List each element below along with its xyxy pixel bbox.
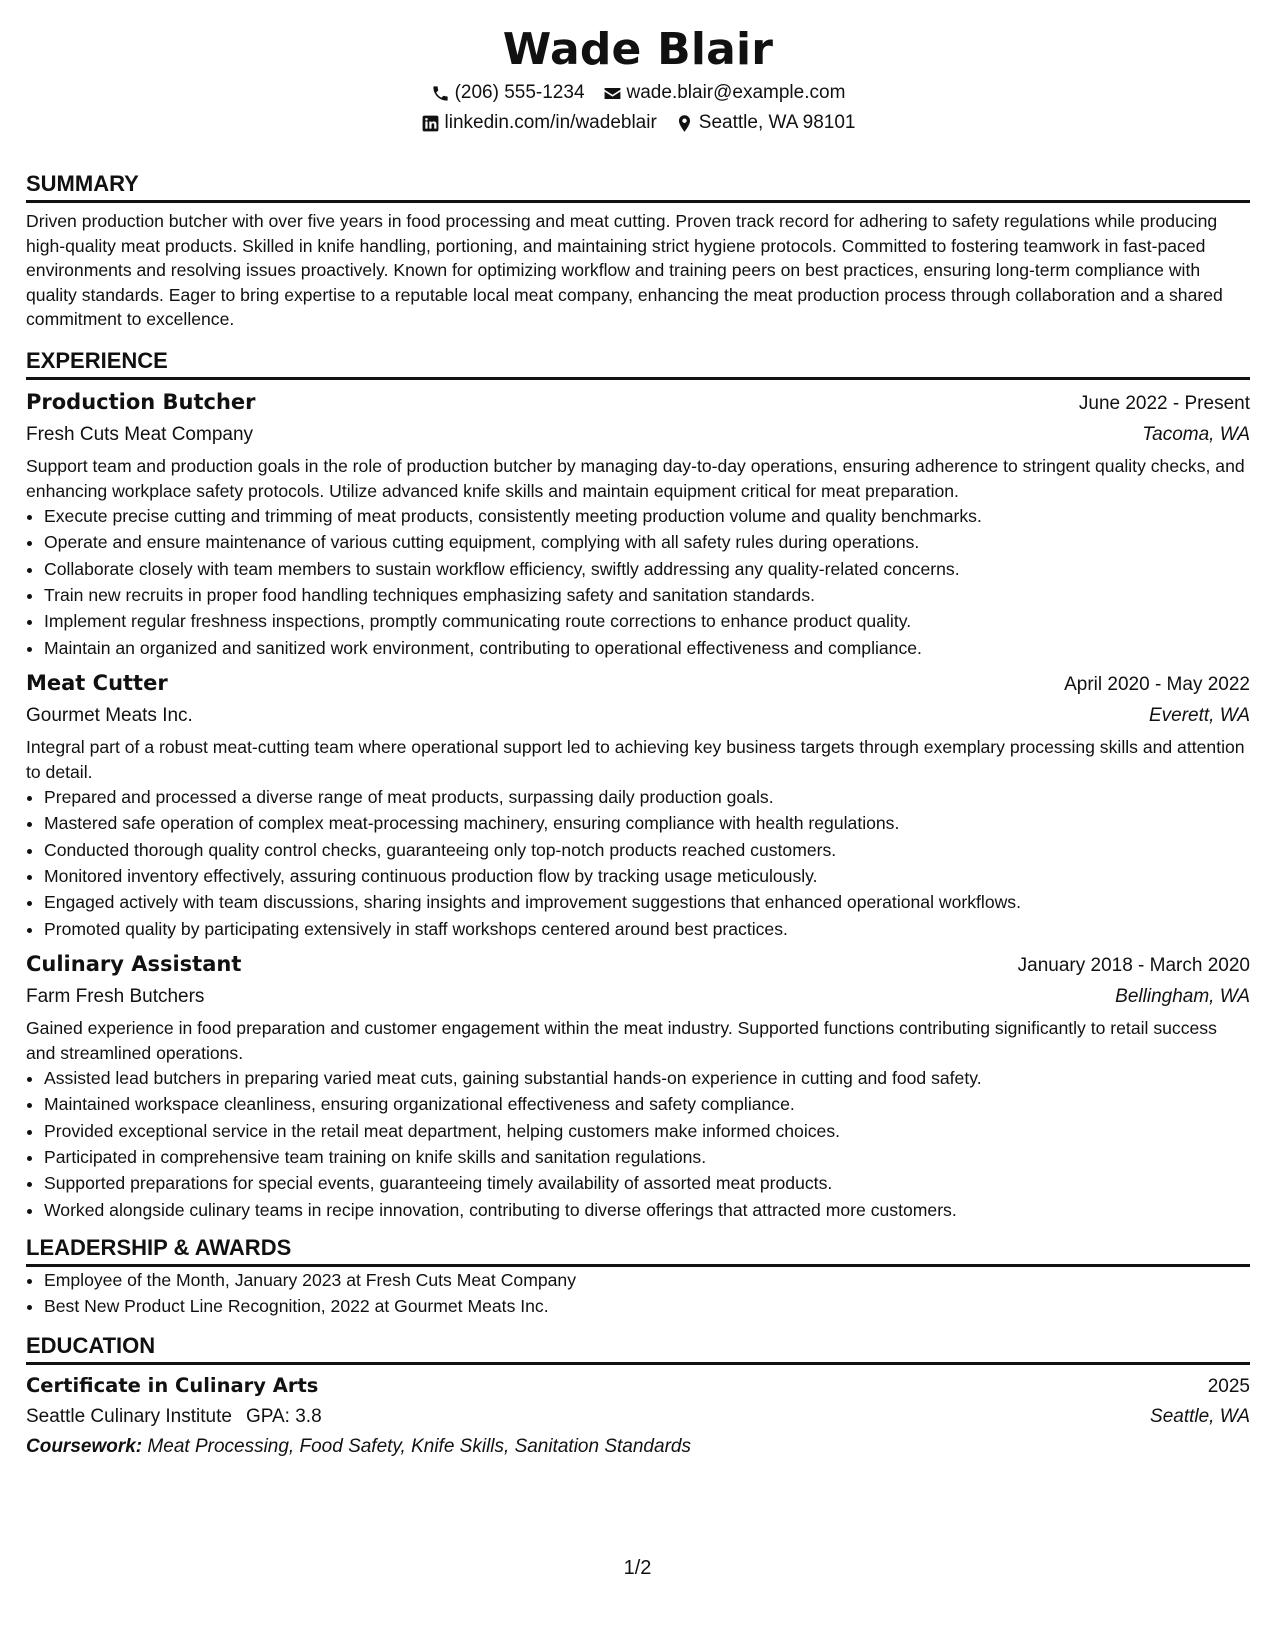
job-company: Fresh Cuts Meat Company bbox=[26, 423, 254, 445]
summary-text: Driven production butcher with over five years in food processing and meat cutting. Proven track record for adhering to safety regulations while producing high-quality meat products. Skilled in knife handling, portioning, and maintaining strict hygiene protocols. Committed to fostering teamwork in fast-paced environments and resolving issues proactively. Known for optimizing workflow and training peers on best practices, ensuring long-term compliance with quality standards. Eager to bring expertise to a reputable local meat company, enhancing the meat production process through collaboration and a shared commitment to excellence. bbox=[26, 211, 1223, 330]
resume-page bbox=[26, 0, 1250, 1462]
job-header bbox=[26, 948, 1250, 982]
email-text[interactable]: wade.blair@example.com bbox=[626, 82, 846, 103]
education-entry bbox=[26, 1371, 1250, 1462]
list-item: • Conducted thorough quality control checks, guaranteeing only top-notch products reached customers. bbox=[44, 837, 1250, 863]
job-dates: June 2022 - Present bbox=[1078, 392, 1250, 414]
job-subheader bbox=[26, 420, 1250, 450]
coursework-text: Meat Processing, Food Safety, Knife Skills, Sanitation Standards bbox=[147, 1436, 691, 1458]
job-company: Farm Fresh Butchers bbox=[26, 985, 205, 1007]
job-subheader bbox=[26, 701, 1250, 731]
list-item: • Employee of the Month, January 2023 at Fresh Cuts Meat Company bbox=[44, 1267, 1250, 1293]
experience-heading: EXPERIENCE bbox=[26, 346, 1250, 380]
job-location: Tacoma, WA bbox=[1142, 423, 1250, 445]
list-item: • Maintain an organized and sanitized work environment, contributing to operational effectiveness and compliance. bbox=[44, 635, 1250, 661]
education-gpa: GPA: 3.8 bbox=[245, 1406, 322, 1428]
job-title: Production Butcher bbox=[26, 389, 256, 414]
job-bullets bbox=[26, 784, 1250, 942]
list-item: • Best New Product Line Recognition, 2022 at Gourmet Meats Inc. bbox=[44, 1293, 1250, 1319]
job-entry bbox=[26, 948, 1250, 1223]
contact-row-primary bbox=[26, 78, 1250, 108]
page-number: 1/2 bbox=[623, 1557, 652, 1579]
job-title: Culinary Assistant bbox=[26, 951, 242, 976]
summary-heading: SUMMARY bbox=[26, 169, 1250, 203]
list-item: • Operate and ensure maintenance of various cutting equipment, complying with all safety rules during operations. bbox=[44, 529, 1250, 555]
list-item: • Implement regular freshness inspections, promptly communicating route corrections to enhance product quality. bbox=[44, 608, 1250, 634]
coursework-line bbox=[26, 1432, 1250, 1462]
list-item: • Execute precise cutting and trimming of meat products, consistently meeting production volume and quality benchmarks. bbox=[44, 503, 1250, 529]
education-header bbox=[26, 1371, 1250, 1402]
contact-location bbox=[675, 108, 856, 138]
job-bullets bbox=[26, 503, 1250, 661]
linkedin-text[interactable]: linkedin.com/in/wadeblair bbox=[444, 112, 657, 133]
job-entry bbox=[26, 667, 1250, 942]
job-location: Everett, WA bbox=[1148, 704, 1250, 726]
contact-phone bbox=[431, 78, 585, 108]
awards-heading: LEADERSHIP & AWARDS bbox=[26, 1233, 1250, 1267]
job-title: Meat Cutter bbox=[26, 670, 168, 695]
location-text: Seattle, WA 98101 bbox=[698, 112, 856, 133]
education-subheader bbox=[26, 1402, 1250, 1432]
job-bullets bbox=[26, 1065, 1250, 1223]
list-item: • Engaged actively with team discussions, sharing insights and improvement suggestions that enhanced operational workflows. bbox=[44, 889, 1250, 915]
list-item: • Collaborate closely with team members to sustain workflow efficiency, swiftly addressing any quality-related concerns. bbox=[44, 556, 1250, 582]
job-description: Integral part of a robust meat-cutting team where operational support led to achieving key business targets through exemplary processing skills and attention to detail. bbox=[26, 736, 1245, 782]
job-location: Bellingham, WA bbox=[1115, 985, 1250, 1007]
list-item: • Promoted quality by participating extensively in staff workshops centered around best practices. bbox=[44, 916, 1250, 942]
job-description: Support team and production goals in the role of production butcher by managing day-to-day operations, ensuring adherence to stringent quality checks, and enhancing workplace safety protocols. Utilize advanced knife skills and maintain equipment critical for meat preparation. bbox=[26, 455, 1245, 501]
list-item: • Mastered safe operation of complex meat-processing machinery, ensuring compliance with health regulations. bbox=[44, 810, 1250, 836]
job-company: Gourmet Meats Inc. bbox=[26, 704, 193, 726]
education-location: Seattle, WA bbox=[1150, 1406, 1250, 1428]
list-item: • Participated in comprehensive team training on knife skills and sanitation regulations. bbox=[44, 1144, 1250, 1170]
list-item: • Maintained workspace cleanliness, ensuring organizational effectiveness and safety compliance. bbox=[44, 1091, 1250, 1117]
coursework-label: Coursework: bbox=[26, 1436, 143, 1458]
education-year: 2025 bbox=[1207, 1376, 1250, 1398]
job-dates: April 2020 - May 2022 bbox=[1064, 673, 1250, 695]
job-subheader bbox=[26, 982, 1250, 1012]
map-pin-icon bbox=[675, 114, 694, 133]
candidate-name: Wade Blair bbox=[502, 24, 774, 75]
list-item: • Monitored inventory effectively, assuring continuous production flow by tracking usage meticulously. bbox=[44, 863, 1250, 889]
contact-row-secondary bbox=[26, 108, 1250, 138]
job-header bbox=[26, 386, 1250, 420]
list-item: • Supported preparations for special events, guaranteeing timely availability of assorted meat products. bbox=[44, 1170, 1250, 1196]
awards-list bbox=[26, 1267, 1250, 1320]
education-school: Seattle Culinary Institute bbox=[26, 1406, 232, 1428]
list-item: • Train new recruits in proper food handling techniques emphasizing safety and sanitation standards. bbox=[44, 582, 1250, 608]
list-item: • Prepared and processed a diverse range of meat products, surpassing daily production goals. bbox=[44, 784, 1250, 810]
job-entry bbox=[26, 386, 1250, 661]
list-item: • Worked alongside culinary teams in recipe innovation, contributing to diverse offerings that attracted more customers. bbox=[44, 1197, 1250, 1223]
contact-linkedin[interactable] bbox=[421, 108, 657, 138]
job-dates: January 2018 - March 2020 bbox=[1017, 954, 1250, 976]
contact-email[interactable] bbox=[603, 78, 846, 108]
education-school-line bbox=[26, 1402, 322, 1432]
education-degree: Certificate in Culinary Arts bbox=[26, 1374, 319, 1398]
list-item: • Provided exceptional service in the retail meat department, helping customers make informed choices. bbox=[44, 1118, 1250, 1144]
phone-icon bbox=[431, 84, 450, 103]
list-item: • Assisted lead butchers in preparing varied meat cuts, gaining substantial hands-on experience in cutting and food safety. bbox=[44, 1065, 1250, 1091]
job-description: Gained experience in food preparation and customer engagement within the meat industry. Supported functions contributing significantly to retail success and streamlined operations. bbox=[26, 1017, 1217, 1063]
education-heading: EDUCATION bbox=[26, 1331, 1250, 1365]
linkedin-icon bbox=[421, 114, 440, 133]
job-header bbox=[26, 667, 1250, 701]
envelope-icon bbox=[603, 84, 622, 103]
phone-text: (206) 555-1234 bbox=[454, 82, 585, 103]
